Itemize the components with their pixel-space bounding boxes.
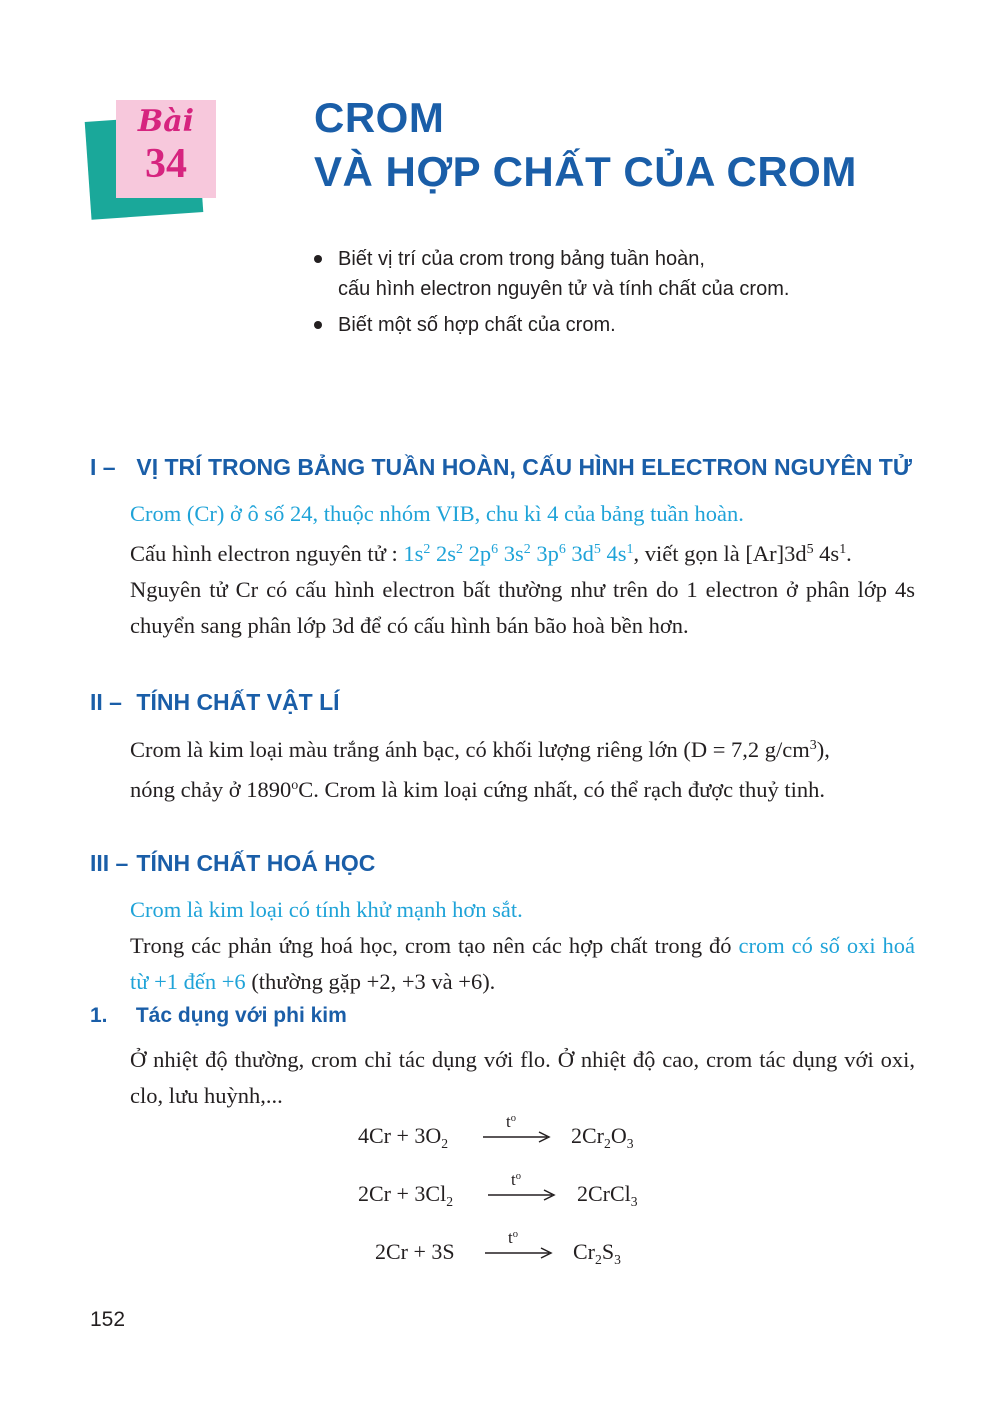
config-full: $1s^2$ $2s^2$ $2p^6$ $3s^2$ $3p^6$ $3d^5$ $4s^1$	[403, 541, 634, 566]
chem-text-a: Trong các phản ứng hoá học, crom tạo nên các hợp chất trong đó	[130, 933, 739, 958]
section2-text: Crom là kim loại màu trắng ánh bạc, có khối lượng riêng lớn (D = 7,2 $g/cm^3$), nóng chảy ở 1890$^o$C. Crom là kim loại cứng nhất, có thể rạch được thuỷ tinh.	[130, 737, 830, 802]
goal-item	[312, 310, 912, 340]
equation-1-left: $4Cr + 3O_2$	[358, 1123, 449, 1151]
goal-item	[312, 244, 912, 304]
page-number: 152	[90, 1308, 126, 1331]
equation-2-condition	[511, 1170, 521, 1190]
bullet-icon	[314, 255, 322, 263]
config-mid: , viết gọn là [Ar]3d	[633, 541, 807, 566]
eq-text: 2CrCl	[577, 1181, 631, 1206]
section-number: I –	[90, 454, 116, 480]
section1-explanation: Nguyên tử Cr có cấu hình electron bất thường như trên do 1 electron ở phân lớp 4s chuyển sang phân lớp 3d để có cấu hình bán bão hoà bền hơn.	[130, 577, 915, 638]
equation-2-right: 2CrCl$_3$	[577, 1181, 638, 1209]
subsection-number: 1.	[90, 1004, 108, 1027]
section-heading-2	[90, 689, 340, 716]
eq-cond: t	[511, 1170, 516, 1189]
section-title: VỊ TRÍ TRONG BẢNG TUẦN HOÀN, CẤU HÌNH ELECTRON NGUYÊN TỬ	[136, 454, 912, 480]
eq-text: 2Cr + 3Cl	[358, 1181, 447, 1206]
physical-text-d: C. Crom là kim loại cứng nhất, có thể rạch được thuỷ tinh.	[298, 777, 826, 802]
section1-highlight: Crom (Cr) ở ô số 24, thuộc nhóm VIB, chu kì 4 của bảng tuần hoàn.	[130, 501, 744, 526]
section3-highlight: Crom là kim loại có tính khử mạnh hơn sắt.	[130, 897, 523, 922]
eq-text: 2Cr	[571, 1123, 604, 1148]
arrow-icon	[488, 1188, 558, 1202]
physical-text-c: nóng chảy ở 1890	[130, 777, 292, 802]
lesson-title-line1: CROM	[314, 94, 445, 141]
eq-deg: o	[512, 1229, 518, 1241]
section-title: TÍNH CHẤT HOÁ HỌC	[136, 850, 376, 876]
goal-text: cấu hình electron nguyên tử và tính chất của crom.	[338, 278, 790, 300]
badge-word: Bài	[137, 104, 195, 139]
equation-2-left: $2Cr + 3Cl_2$	[358, 1181, 454, 1209]
subsection-heading-1	[90, 1004, 347, 1028]
physical-text-b: ),	[816, 737, 830, 762]
electron-config: Cấu hình electron nguyên tử : $1s^2$ $2s^2$ $2p^6$ $3s^2$ $3p^6$ $3d^5$ $4s^1$, viết gọn là $[Ar]3d^5$ $4s^1$.	[130, 541, 852, 566]
equation-3-right: $Cr_2S_3$	[573, 1239, 621, 1267]
arrow-icon	[485, 1246, 555, 1260]
lesson-goals	[312, 244, 912, 346]
subsection-title: Tác dụng với phi kim	[135, 1004, 347, 1027]
config-end: .	[846, 541, 852, 566]
bullet-icon	[314, 321, 322, 329]
section-number: II –	[90, 689, 122, 715]
eq-cond: t	[506, 1112, 511, 1131]
lesson-title-line2: VÀ HỢP CHẤT CỦA CROM	[314, 148, 857, 195]
eq-text: 4Cr + 3O	[358, 1123, 442, 1148]
goal-text: Biết một số hợp chất của crom.	[338, 314, 616, 336]
section3-text	[130, 928, 915, 1000]
chem-text-b: (thường gặp +2, +3 và +6).	[245, 969, 496, 994]
equation-1-right: $2Cr_2O_3$	[571, 1123, 634, 1151]
physical-text-a: Crom là kim loại màu trắng ánh bạc, có khối lượng riêng lớn (D = 7,2 g/cm	[130, 737, 810, 762]
config-prefix: Cấu hình electron nguyên tử :	[130, 541, 404, 566]
chem-text-cyan: crom có số oxi hoá từ +1 đến +6	[130, 933, 916, 994]
equation-3-condition	[508, 1228, 518, 1248]
badge-number: 34	[145, 141, 187, 187]
equation-3-left: 2Cr + 3S	[375, 1239, 455, 1264]
eq-deg: o	[510, 1113, 516, 1125]
equation-1-condition	[506, 1112, 516, 1132]
section-title: TÍNH CHẤT VẬT LÍ	[136, 689, 340, 715]
goal-text: Biết vị trí của crom trong bảng tuần hoàn,	[338, 248, 705, 270]
section-heading-3	[90, 850, 375, 877]
eq-cond: t	[508, 1228, 513, 1247]
subsection1-text: Ở nhiệt độ thường, crom chỉ tác dụng với flo. Ở nhiệt độ cao, crom tác dụng với oxi, clo, lưu huỳnh,...	[130, 1047, 915, 1108]
eq-text: Cr	[573, 1239, 595, 1264]
eq-deg: o	[515, 1171, 521, 1183]
section-heading-1	[90, 454, 912, 481]
arrow-icon	[483, 1130, 553, 1144]
section-number: III –	[90, 850, 129, 876]
